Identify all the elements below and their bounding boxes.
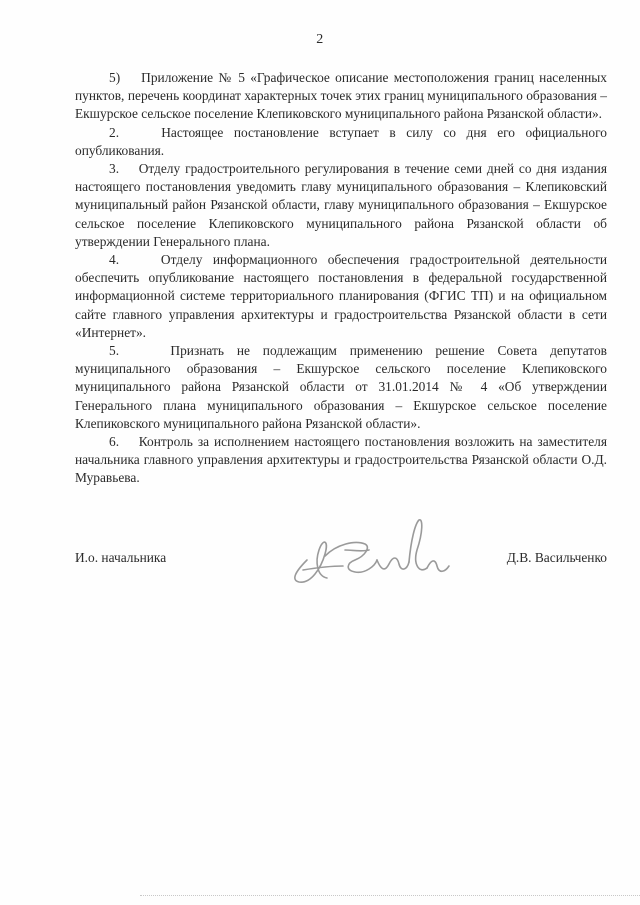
signatory-title: И.о. начальника xyxy=(75,550,167,565)
paragraph-control: 6. Контроль за исполнением настоящего постановления возложить на заместителя начальника главного управления архитектуры и градостроительства Рязанской области О.Д. Муравьева. xyxy=(75,434,607,486)
paragraph-effective-date: 2. Настоящее постановление вступает в силу со дня его официального опубликования. xyxy=(75,124,607,158)
handwritten-signature xyxy=(285,510,455,590)
paragraph-repeal: 5. Признать не подлежащим применению решение Совета депутатов муниципального образования – Екшурское сельского поселение Клепиковского муниципального района Рязанской области от 31.01.2014 № 4 «Об утверждении Генерального плана муниципального образования – Екшурское сельское поселение Клепиковского муниципального района Рязанской области». xyxy=(75,343,607,431)
signatory-name: Д.В. Васильченко xyxy=(506,550,607,565)
paragraph-notification: 3. Отделу градостроительного регулирования в течение семи дней со дня издания настоящего постановления уведомить главу муниципального образования – Клепиковский муниципальный район Рязанской области, главу муниципального образования – Екшурское сельское поселение Клепиковского муниципального района Рязанской области об утверждении Генерального плана. xyxy=(75,161,607,249)
paragraph-appendix-5: 5) Приложение № 5 «Графическое описание местоположения границ населенных пунктов, перечень координат характерных точек этих границ муниципального образования – Екшурское сельское поселение Клепиковского муниципального района Рязанской области». xyxy=(75,70,607,122)
paragraph-publication: 4. Отделу информационного обеспечения градостроительной деятельности обеспечить опубликование настоящего постановления в федеральной государственной информационной системе территориального планирования (ФГИС ТП) и на официальном сайте главного управления архитектуры и градостроительства Рязанской области в сети «Интернет». xyxy=(75,252,607,340)
signature-block xyxy=(75,548,607,608)
page-number: 2 xyxy=(316,32,324,47)
document-body xyxy=(75,69,607,488)
scan-edge-line xyxy=(140,895,640,897)
